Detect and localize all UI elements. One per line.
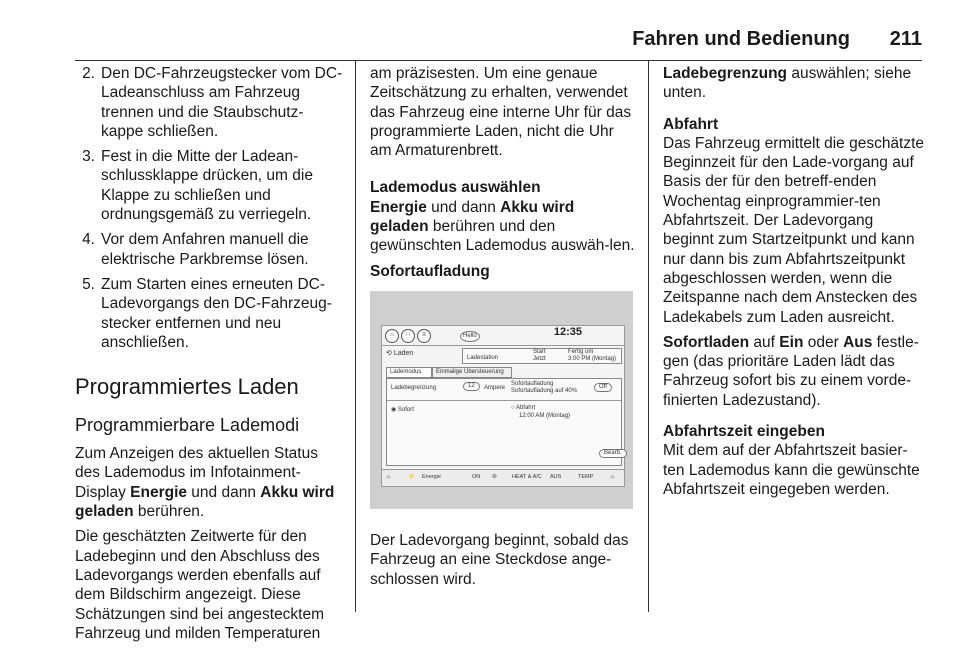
climate-bar (382, 469, 624, 486)
clock: 12:35 (553, 325, 582, 338)
list-item (75, 147, 345, 224)
tab-lademodus[interactable]: Lademodus (386, 367, 432, 378)
radio-selected-icon: ◉ (391, 406, 397, 413)
item-text: Vor dem Anfahren manuell die elektrische Parkbremse lösen. (101, 231, 309, 268)
auto-off-button[interactable]: AUS (550, 473, 562, 480)
sofort-subtitle: Sofortaufladung auf 40% (511, 387, 578, 394)
item-number: 2. (82, 65, 95, 82)
column-divider (355, 60, 356, 612)
item-number: 3. (82, 148, 95, 166)
item-text: Fest in die Mitte der Ladean-schlussklappe drücken, um die Klappe zu schließen und ordnungsgemäß zu verriegeln. (101, 148, 313, 224)
screen-title: Laden (393, 349, 414, 357)
text: festle-gen (das prioritäre Laden lädt das Fahrzeug sofort bis zu einem vorde-finierten Ladezustand). (663, 333, 919, 409)
ui-term: Ein (779, 333, 804, 351)
ui-term: Energie (130, 483, 187, 501)
subheading: Lademodus auswählen (370, 179, 541, 197)
mode-panel (386, 378, 622, 466)
edit-button[interactable]: Bearb. (599, 449, 627, 458)
amps-unit: Ampere (484, 384, 506, 391)
list-item (75, 64, 345, 141)
radio-icon: ○ (511, 404, 515, 411)
subheading: Sofortaufladung (370, 262, 490, 280)
header-rule (75, 60, 922, 61)
tab-override[interactable]: Einmalige Übersteuerung (432, 367, 512, 378)
item-number: 5. (82, 275, 95, 293)
sofort-title: Sofortaufladung (511, 380, 554, 387)
infotainment-screen (381, 325, 625, 487)
text: und dann (187, 483, 261, 501)
amps-value: 12 (468, 382, 475, 389)
paragraph (663, 333, 928, 410)
option-sofort[interactable] (391, 407, 414, 414)
paragraph (663, 64, 928, 103)
option-label: Abfahrt (515, 404, 536, 411)
ui-term: Energie (370, 198, 427, 216)
ui-term: Aus (843, 333, 873, 351)
subheading: Abfahrtszeit eingeben (663, 423, 825, 441)
paragraph: Mit dem auf der Abfahrtszeit basier-ten Lademodus kann die gewünschte Abfahrtszeit eingegeben werden. (663, 442, 920, 498)
start-label: Start (533, 348, 546, 355)
column-divider (648, 60, 649, 612)
status-box (462, 348, 622, 364)
text: auswählen; siehe unten. (663, 65, 912, 102)
fan-icon[interactable]: ✇ (492, 473, 497, 480)
text: Zum Anzeigen des aktuellen Status des Lademodus im Infotainment-Display (75, 445, 318, 501)
paragraph: am präzisesten. Um eine genaue Zeitschätzung zu erhalten, verwendet das Fahrzeug eine interne Uhr für das programmierte Laden, nicht die Uhr am Armaturenbrett. (370, 65, 632, 160)
item-text: Den DC-Fahrzeugstecker vom DC-Ladeanschluss am Fahrzeug trennen und die Staubschutz-kappe schließen. (101, 65, 343, 140)
page-number: 211 (889, 28, 922, 50)
temp-label[interactable]: TEMP (578, 473, 594, 480)
paragraph (75, 444, 345, 521)
column-2 (370, 64, 635, 595)
ui-term: Akku wird geladen (370, 198, 575, 236)
item-number: 4. (82, 231, 95, 249)
section-title: Fahren und Bedienung (632, 28, 850, 50)
sofort-toggle[interactable]: Off (594, 383, 612, 392)
on-label[interactable]: ON (472, 473, 481, 480)
energy-button[interactable]: Energie (422, 473, 441, 480)
text: und dann (426, 198, 501, 216)
limit-label: Ladebegrenzung (391, 384, 437, 391)
departure-time: 12:00 AM (Montag) (519, 412, 571, 419)
text: berühren. (133, 503, 205, 521)
option-label: Sofort (397, 406, 414, 413)
home-icon: ⌂ (385, 329, 399, 343)
heat-ac-button[interactable]: HEAT & A/C (512, 473, 542, 480)
seat-icon[interactable]: ♨ (610, 473, 615, 480)
ui-term: Sofortladen (663, 333, 750, 351)
option-abfahrt[interactable] (511, 405, 535, 412)
chapter-heading: Programmiertes Laden (75, 374, 299, 400)
list-item (75, 230, 345, 269)
back-icon: ⟲ (386, 349, 392, 357)
paragraph: Die geschätzten Zeitwerte für den Ladebeginn und den Abschluss des Ladevorgangs werden ebenfalls auf dem Bildschirm angezeigt. Diese Schätzungen sind bei angestecktem Fahrzeug und milden Temperaturen (75, 528, 325, 642)
paragraph (370, 198, 635, 256)
text: oder (803, 333, 844, 351)
list-icon: ≡ (417, 329, 431, 343)
item-text: Zum Starten eines erneuten DC-Ladevorgangs den DC-Fahrzeug-stecker entfernen und neu anschließen. (101, 275, 332, 351)
list-item (75, 275, 345, 352)
charge-icon: ⚡ (408, 473, 415, 480)
subheading: Abfahrt (663, 115, 719, 133)
start-value: Jetzt (533, 355, 546, 362)
hello-badge: Hello (460, 331, 480, 342)
done-value: 3:00 PM (Montag) (568, 355, 617, 362)
page-header (75, 22, 922, 52)
text: berühren und den gewünschten Lademodus auswäh-len. (370, 218, 635, 255)
amps-stepper[interactable] (463, 382, 480, 391)
paragraph: Das Fahrzeug ermittelt die geschätzte Beginnzeit für den Lade-vorgang auf Basis der für den betreff-enden Wochentag einprogrammier-ten Abfahrtszeit. Der Ladevorgang beginnt zum Startzeitpunkt und kann nur dann bis zum Abfahrtszeitpunkt abgeschlossen werden, wenn die Zeitspanne nach dem Anstecken des Ladekabels zum Laden ausreicht. (663, 134, 925, 326)
section-heading: Programmierbare Lademodi (75, 415, 300, 436)
ui-term: Ladebegrenzung (663, 65, 788, 82)
station-label: Ladestation (467, 354, 499, 361)
ui-term: Akku wird geladen (75, 483, 335, 521)
seat-heat-icon[interactable]: ♨ (386, 473, 391, 480)
infotainment-screenshot (370, 291, 633, 509)
apps-icon: ∷ (401, 329, 415, 343)
column-3 (663, 64, 928, 505)
figure-caption: Der Ladevorgang beginnt, sobald das Fahrzeug an eine Steckdose ange-schlossen wird. (370, 531, 629, 588)
done-label: Fertig um (568, 348, 594, 355)
text: auf (749, 333, 780, 351)
column-1 (75, 64, 345, 649)
